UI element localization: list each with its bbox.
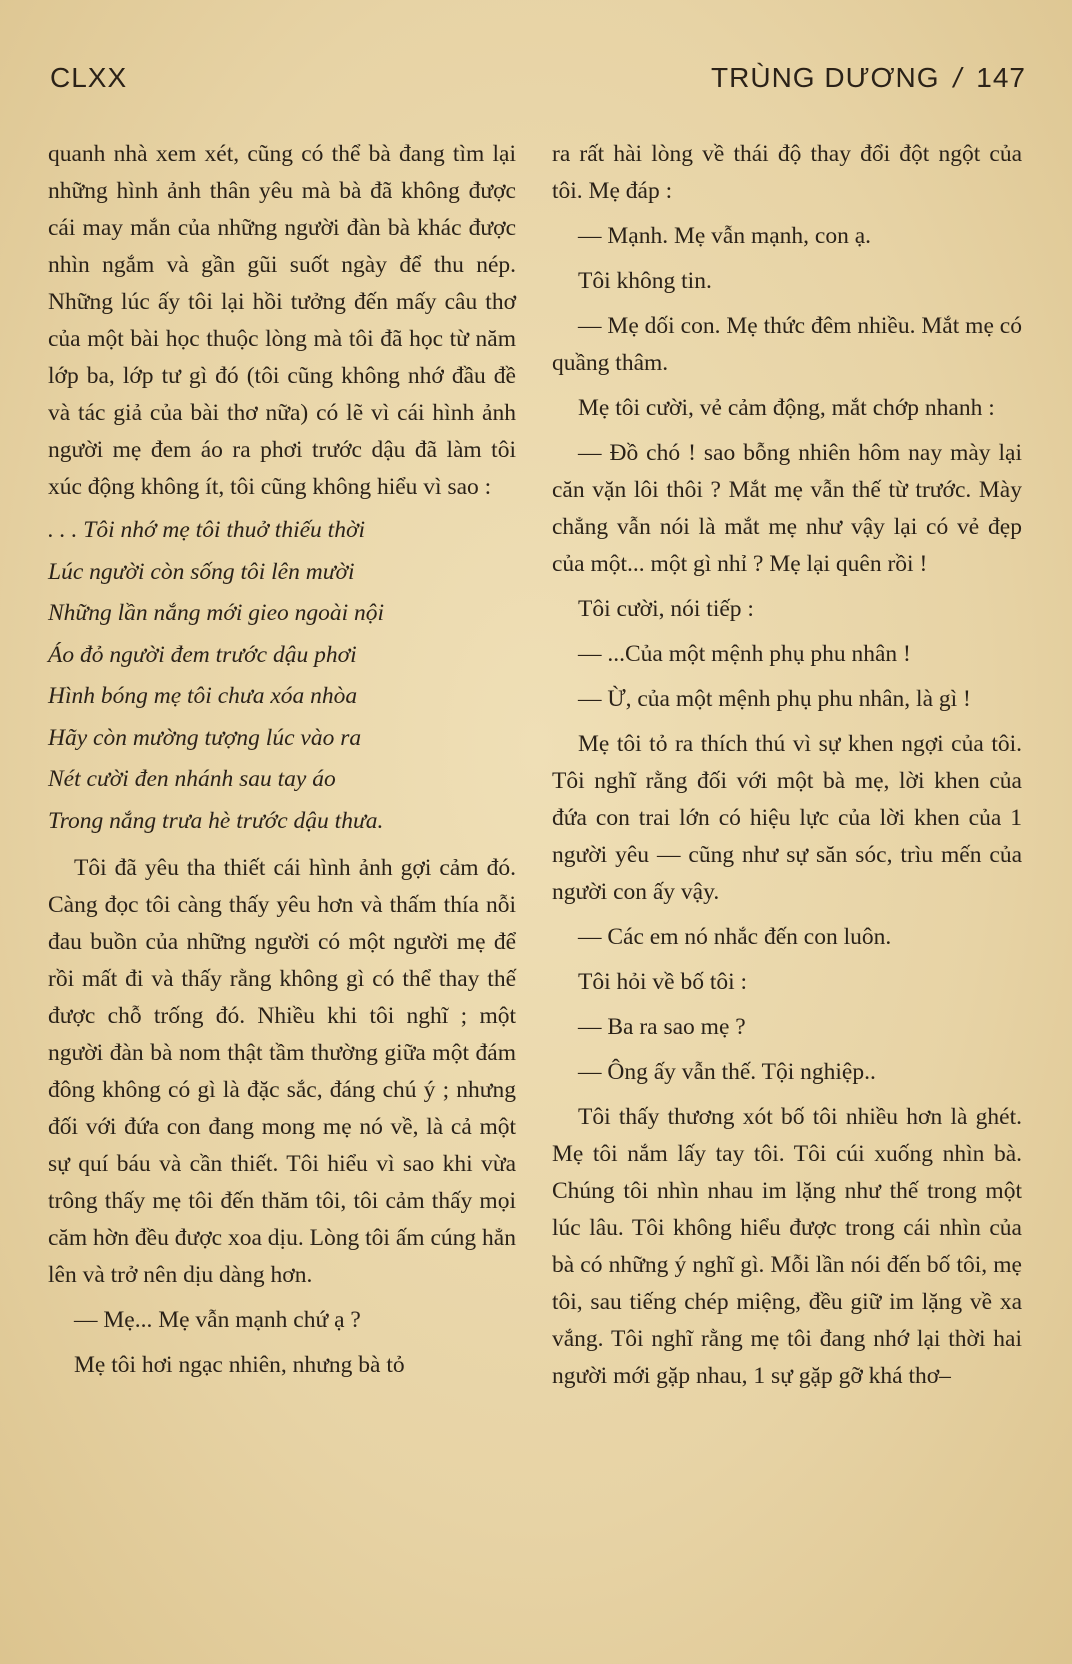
- poem-line: Trong nắng trưa hè trước dậu thưa.: [48, 807, 384, 834]
- paragraph: ra rất hài lòng về thái độ thay đổi đột ngột của tôi. Mẹ đáp :: [552, 141, 1022, 204]
- dialogue-line: — Ừ, của một mệnh phụ phu nhân, là gì !: [578, 686, 971, 712]
- dialogue-line: — ...Của một mệnh phụ phu nhân !: [578, 641, 911, 667]
- poem: [48, 510, 516, 842]
- left-column: [48, 136, 516, 1384]
- poem-line: Hãy còn mường tượng lúc vào ra: [48, 724, 362, 751]
- poem-line: Lúc người còn sống tôi lên mười: [48, 558, 355, 585]
- dialogue-line: — Đồ chó ! sao bỗng nhiên hôm nay mày lại căn vặn lôi thôi ? Mắt mẹ vẫn thế từ trước. Mày chẳng vẫn nói là mắt mẹ như vậy lại có vẻ đẹp của một... một gì nhỉ ? Mẹ lại quên rồi !: [552, 440, 1022, 577]
- chapter-number: CLXX: [50, 62, 128, 93]
- poem-line: Áo đỏ người đem trước dậu phơi: [48, 641, 357, 668]
- paragraph: Mẹ tôi hơi ngạc nhiên, nhưng bà tỏ: [74, 1352, 405, 1378]
- paragraph: Tôi hỏi về bố tôi :: [578, 969, 748, 995]
- dialogue-line: — Các em nó nhắc đến con luôn.: [578, 924, 892, 950]
- paragraph: Mẹ tôi tỏ ra thích thú vì sự khen ngợi của tôi. Tôi nghĩ rằng đối với một bà mẹ, lời khen của đứa con trai lớn có hiệu lực của lời khen của 1 người yêu — cũng như sự săn sóc, trìu mến của người con ấy vậy.: [552, 731, 1022, 905]
- paragraph: quanh nhà xem xét, cũng có thể bà đang tìm lại những hình ảnh thân yêu mà bà đã không được cái may mắn của những người đàn bà khác được nhìn ngắm và gần gũi suốt ngày để thu nép. Những lúc ấy tôi lại hồi tưởng đến mấy câu thơ của một bài học thuộc lòng mà tôi đã học từ năm lớp ba, lớp tư gì đó (tôi cũng không nhớ đầu đề và tác giả của bài thơ nữa) có lẽ vì cái hình ảnh người mẹ đem áo ra phơi trước dậu đã làm tôi xúc động không ít, tôi cũng không hiểu vì sao :: [48, 141, 516, 500]
- poem-line: Nét cười đen nhánh sau tay áo: [48, 766, 336, 792]
- poem-line: Những lần nắng mới gieo ngoài nội: [48, 600, 385, 626]
- paragraph: Tôi không tin.: [578, 268, 712, 294]
- header-separator: /: [953, 62, 963, 93]
- dialogue-line: — Ba ra sao mẹ ?: [578, 1014, 746, 1040]
- running-title: [711, 62, 1026, 94]
- author-name: TRÙNG DƯƠNG: [711, 62, 940, 93]
- page-number: 147: [976, 62, 1026, 93]
- poem-line: . . . Tôi nhớ mẹ tôi thuở thiếu thời: [48, 517, 366, 543]
- paragraph: Mẹ tôi cười, vẻ cảm động, mắt chớp nhanh :: [578, 395, 995, 421]
- page-header: [50, 62, 1026, 102]
- dialogue-line: — Ông ấy vẫn thế. Tội nghiệp..: [578, 1059, 876, 1085]
- right-column: [552, 136, 1022, 1395]
- paragraph: Tôi thấy thương xót bố tôi nhiều hơn là ghét. Mẹ tôi nắm lấy tay tôi. Tôi cúi xuống nhìn bà. Chúng tôi nhìn nhau im lặng như thế trong một lúc lâu. Tôi không hiểu được trong cái nhìn của bà có những ý nghĩ gì. Mỗi lần nói đến bố tôi, mẹ tôi, sau tiếng chép miệng, đều giữ im lặng về xa vắng. Tôi nghĩ rằng mẹ tôi đang nhớ lại thời hai người mới gặp nhau, 1 sự gặp gỡ khá thơ–: [552, 1104, 1022, 1389]
- dialogue-line: — Mạnh. Mẹ vẫn mạnh, con ạ.: [578, 223, 872, 249]
- poem-line: Hình bóng mẹ tôi chưa xóa nhòa: [48, 683, 358, 709]
- dialogue-line: — Mẹ... Mẹ vẫn mạnh chứ ạ ?: [74, 1307, 361, 1333]
- paragraph: Tôi cười, nói tiếp :: [578, 596, 754, 622]
- dialogue-line: — Mẹ dối con. Mẹ thức đêm nhiều. Mắt mẹ có quầng thâm.: [552, 313, 1022, 376]
- paragraph: Tôi đã yêu tha thiết cái hình ảnh gợi cảm đó. Càng đọc tôi càng thấy yêu hơn và thấm thía nỗi đau buồn của những người có một người mẹ để rồi mất đi và thấy rằng không gì có thể thay thế được chỗ trống đó. Nhiều khi tôi nghĩ ; một người đàn bà nom thật tầm thường giữa một đám đông không có gì là đặc sắc, đáng chú ý ; nhưng đối với đứa con đang mong mẹ nó về, là cả một sự quí báu và cần thiết. Tôi hiểu vì sao khi vừa trông thấy mẹ tôi đến thăm tôi, tôi cảm thấy mọi căm hờn đều được xoa dịu. Lòng tôi ấm cúng hẳn lên và trở nên dịu dàng hơn.: [48, 855, 516, 1288]
